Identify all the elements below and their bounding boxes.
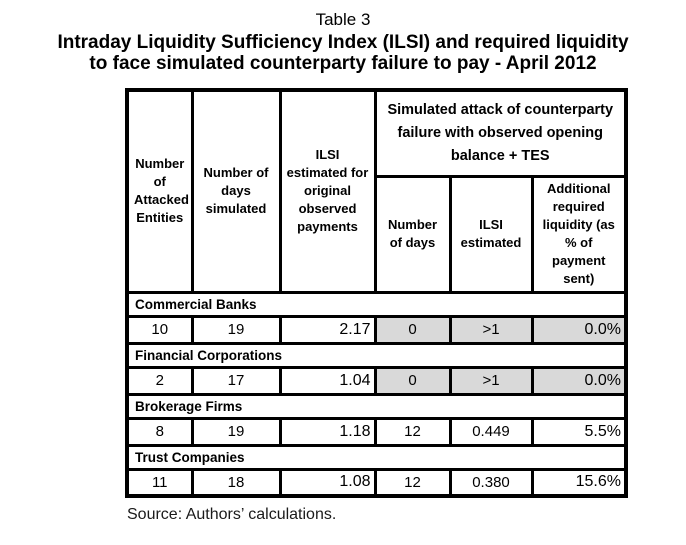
- cell-additional-liquidity: 15.6%: [532, 469, 626, 496]
- header-sim-number-of-days: Number of days: [375, 176, 450, 292]
- cell-attacked-entities: 8: [127, 418, 192, 445]
- cell-ilsi-original: 1.08: [280, 469, 375, 496]
- cell-attacked-entities: 10: [127, 316, 192, 343]
- cell-sim-days: 12: [375, 418, 450, 445]
- source-note: Source: Authors’ calculations.: [127, 506, 337, 523]
- group-label-brokerage-firms: Brokerage Firms: [127, 394, 626, 418]
- cell-ilsi-original: 1.04: [280, 367, 375, 394]
- cell-sim-days: 0: [375, 367, 450, 394]
- header-attacked-entities: Number of Attacked Entities: [127, 90, 192, 292]
- cell-sim-days: 0: [375, 316, 450, 343]
- group-label-financial-corporations: Financial Corporations: [127, 343, 626, 367]
- cell-sim-ilsi: 0.449: [450, 418, 532, 445]
- data-row-brokerage-firms: [127, 418, 626, 445]
- cell-sim-ilsi: >1: [450, 316, 532, 343]
- cell-attacked-entities: 11: [127, 469, 192, 496]
- cell-additional-liquidity: 0.0%: [532, 316, 626, 343]
- cell-ilsi-original: 1.18: [280, 418, 375, 445]
- cell-sim-days: 12: [375, 469, 450, 496]
- cell-days-simulated: 19: [192, 418, 280, 445]
- ilsi-table: [125, 88, 628, 498]
- cell-days-simulated: 19: [192, 316, 280, 343]
- group-row-commercial-banks: [127, 292, 626, 316]
- header-row-top: [127, 90, 626, 176]
- data-row-trust-companies: [127, 469, 626, 496]
- header-simulated-attack-group: Simulated attack of counterparty failure with observed opening balance + TES: [375, 90, 626, 176]
- group-row-financial-corporations: [127, 343, 626, 367]
- header-days-simulated: Number of days simulated: [192, 90, 280, 292]
- header-sim-additional-liquidity: Additional required liquidity (as % of payment sent): [532, 176, 626, 292]
- cell-days-simulated: 18: [192, 469, 280, 496]
- cell-sim-ilsi: >1: [450, 367, 532, 394]
- group-label-trust-companies: Trust Companies: [127, 445, 626, 469]
- data-row-commercial-banks: [127, 316, 626, 343]
- group-label-commercial-banks: Commercial Banks: [127, 292, 626, 316]
- cell-attacked-entities: 2: [127, 367, 192, 394]
- table-number: Table 3: [315, 10, 371, 29]
- cell-additional-liquidity: 5.5%: [532, 418, 626, 445]
- header-sim-ilsi-estimated: ILSI estimated: [450, 176, 532, 292]
- data-row-financial-corporations: [127, 367, 626, 394]
- cell-sim-ilsi: 0.380: [450, 469, 532, 496]
- cell-additional-liquidity: 0.0%: [532, 367, 626, 394]
- header-ilsi-original: ILSI estimated for original observed payments: [280, 90, 375, 292]
- table-caption: [0, 9, 686, 74]
- table-title-line-2: to face simulated counterparty failure to pay - April 2012: [89, 53, 597, 74]
- group-row-brokerage-firms: [127, 394, 626, 418]
- table-title-line-1: Intraday Liquidity Sufficiency Index (ILSI) and required liquidity: [57, 32, 629, 53]
- cell-ilsi-original: 2.17: [280, 316, 375, 343]
- group-row-trust-companies: [127, 445, 626, 469]
- cell-days-simulated: 17: [192, 367, 280, 394]
